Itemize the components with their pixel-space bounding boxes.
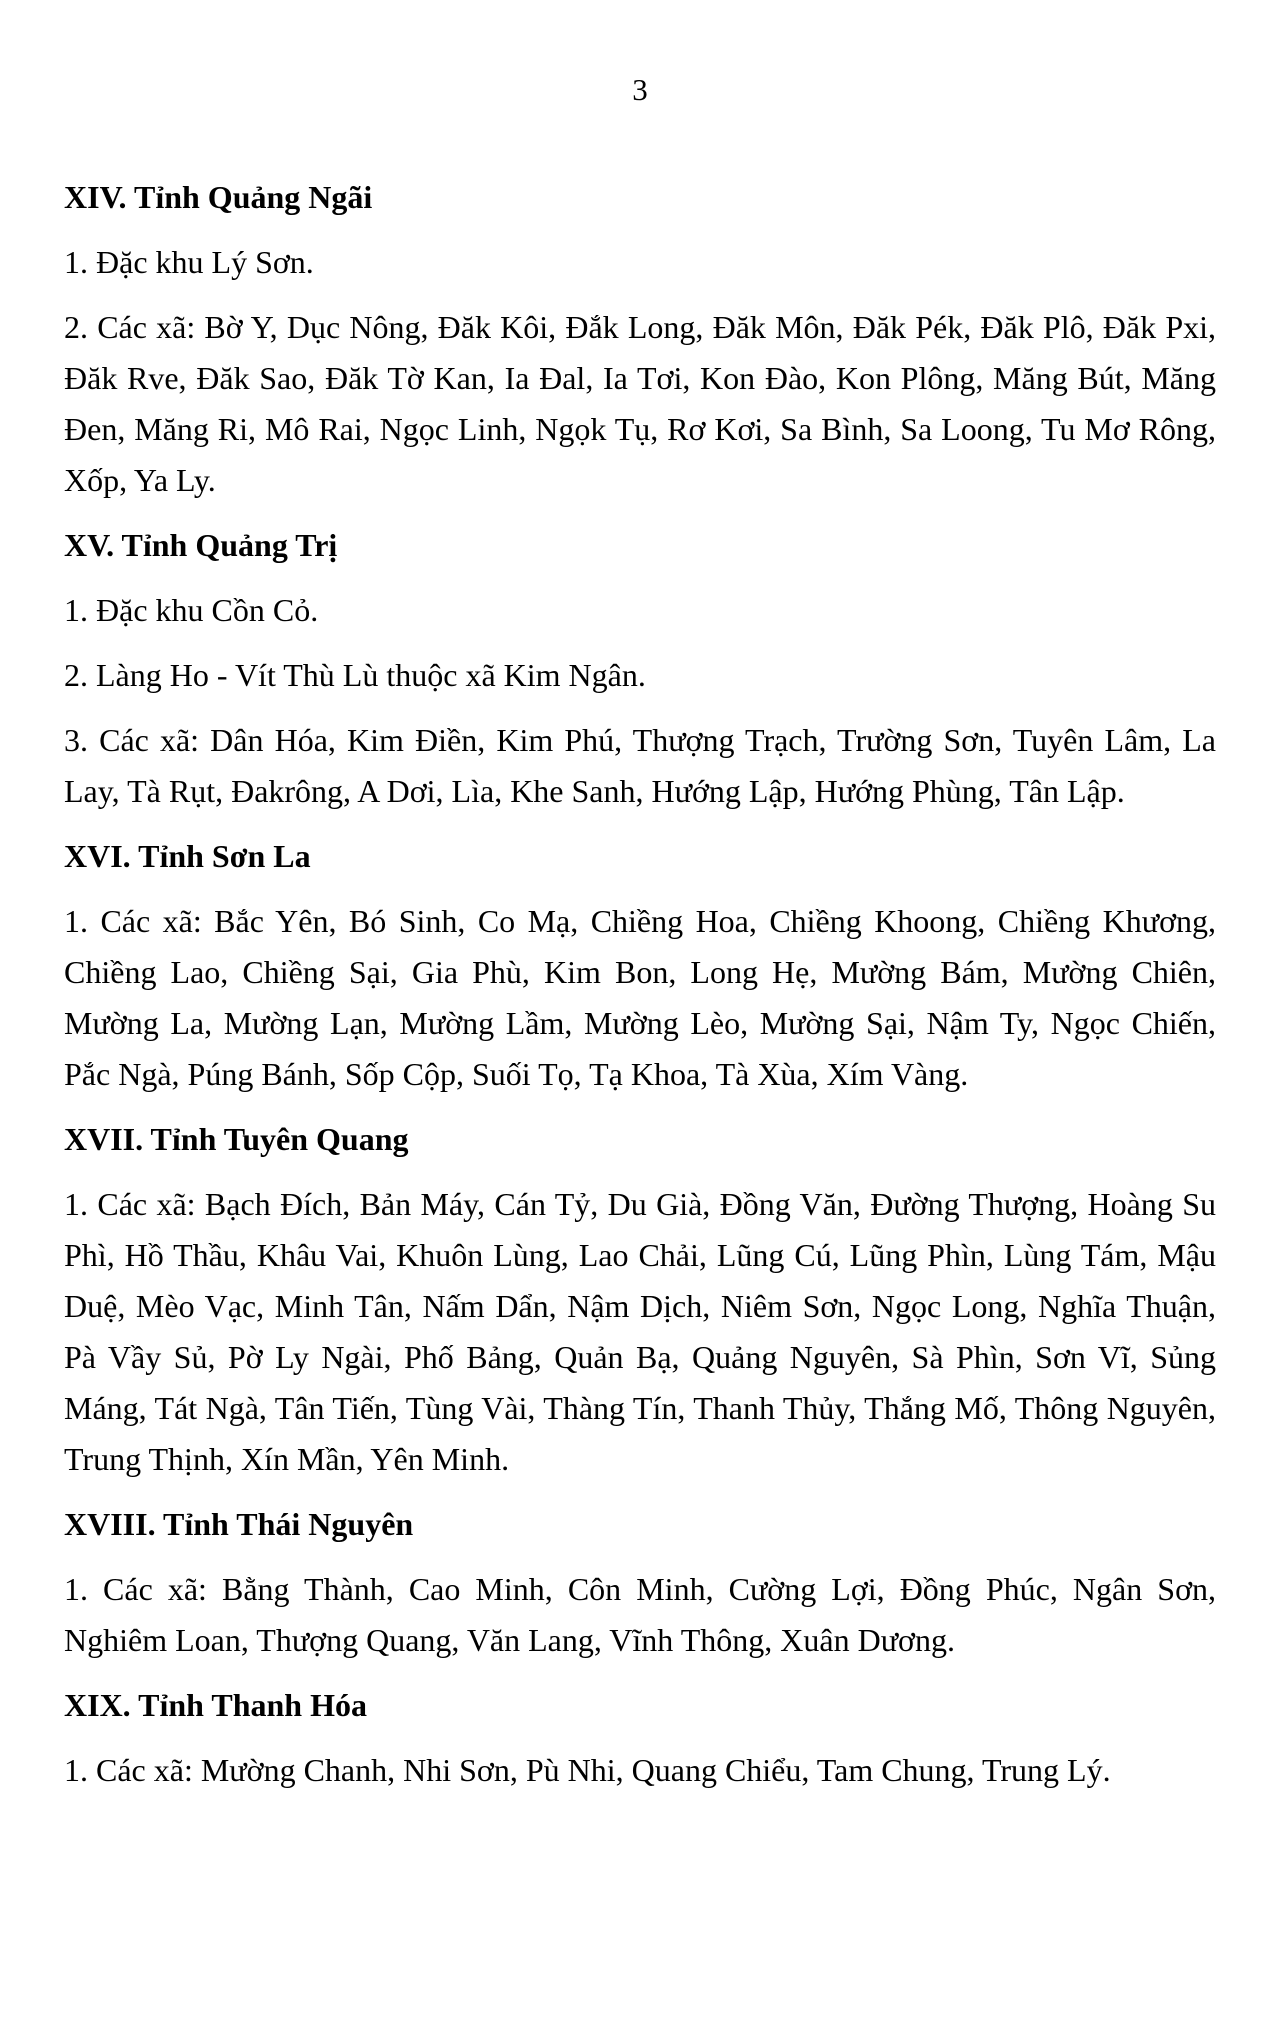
section-title: XIX. Tỉnh Thanh Hóa — [64, 1687, 367, 1723]
list-item: 2. Làng Ho - Vít Thù Lù thuộc xã Kim Ngân. — [64, 657, 646, 693]
page-number: 3 — [632, 72, 648, 107]
list-item: 1. Các xã: Bạch Đích, Bản Máy, Cán Tỷ, Du Già, Đồng Văn, Đường Thượng, Hoàng Su Phì, Hồ Thầu, Khâu Vai, Khuôn Lùng, Lao Chải, Lũng Cú, Lũng Phìn, Lùng Tám, Mậu Duệ, Mèo Vạc, Minh Tân, Nấm Dẩn, Nậm Dịch, Niêm Sơn, Ngọc Long, Nghĩa Thuận, Pà Vầy Sủ, Pờ Ly Ngài, Phố Bảng, Quản Bạ, Quảng Nguyên, Sà Phìn, Sơn Vĩ, Sủng Máng, Tát Ngà, Tân Tiến, Tùng Vài, Thàng Tín, Thanh Thủy, Thắng Mố, Thông Nguyên, Trung Thịnh, Xín Mần, Yên Minh. — [64, 1186, 1216, 1477]
list-item: 1. Đặc khu Lý Sơn. — [64, 244, 314, 280]
section-title: XVIII. Tỉnh Thái Nguyên — [64, 1506, 414, 1542]
list-item: 3. Các xã: Dân Hóa, Kim Điền, Kim Phú, Thượng Trạch, Trường Sơn, Tuyên Lâm, La Lay, Tà Rụt, Đakrông, A Dơi, Lìa, Khe Sanh, Hướng Lập, Hướng Phùng, Tân Lập. — [64, 722, 1216, 809]
section-tuyen-quang — [64, 1114, 1216, 1485]
section-quang-ngai — [64, 172, 1216, 506]
document-page — [64, 70, 1216, 1810]
list-item: 1. Các xã: Bằng Thành, Cao Minh, Côn Minh, Cường Lợi, Đồng Phúc, Ngân Sơn, Nghiêm Loan, Thượng Quang, Văn Lang, Vĩnh Thông, Xuân Dương. — [64, 1571, 1216, 1658]
section-quang-tri — [64, 520, 1216, 817]
section-title: XV. Tỉnh Quảng Trị — [64, 527, 338, 563]
section-son-la — [64, 831, 1216, 1100]
section-thai-nguyen — [64, 1499, 1216, 1666]
list-item: 1. Các xã: Bắc Yên, Bó Sinh, Co Mạ, Chiềng Hoa, Chiềng Khoong, Chiềng Khương, Chiềng Lao, Chiềng Sại, Gia Phù, Kim Bon, Long Hẹ, Mường Bám, Mường Chiên, Mường La, Mường Lạn, Mường Lầm, Mường Lèo, Mường Sại, Nậm Ty, Ngọc Chiến, Pắc Ngà, Púng Bánh, Sốp Cộp, Suối Tọ, Tạ Khoa, Tà Xùa, Xím Vàng. — [64, 903, 1216, 1092]
section-title: XVII. Tỉnh Tuyên Quang — [64, 1121, 409, 1157]
section-title: XVI. Tỉnh Sơn La — [64, 838, 311, 874]
section-title: XIV. Tỉnh Quảng Ngãi — [64, 179, 373, 215]
list-item: 1. Các xã: Mường Chanh, Nhi Sơn, Pù Nhi, Quang Chiểu, Tam Chung, Trung Lý. — [64, 1752, 1111, 1788]
list-item: 1. Đặc khu Cồn Cỏ. — [64, 592, 319, 628]
list-item: 2. Các xã: Bờ Y, Dục Nông, Đăk Kôi, Đắk Long, Đăk Môn, Đăk Pék, Đăk Plô, Đăk Pxi, Đăk Rve, Đăk Sao, Đăk Tờ Kan, Ia Đal, Ia Tơi, Kon Đào, Kon Plông, Măng Bút, Măng Đen, Măng Ri, Mô Rai, Ngọc Linh, Ngọk Tụ, Rơ Kơi, Sa Bình, Sa Loong, Tu Mơ Rông, Xốp, Ya Ly. — [64, 309, 1216, 498]
section-thanh-hoa — [64, 1680, 1216, 1796]
